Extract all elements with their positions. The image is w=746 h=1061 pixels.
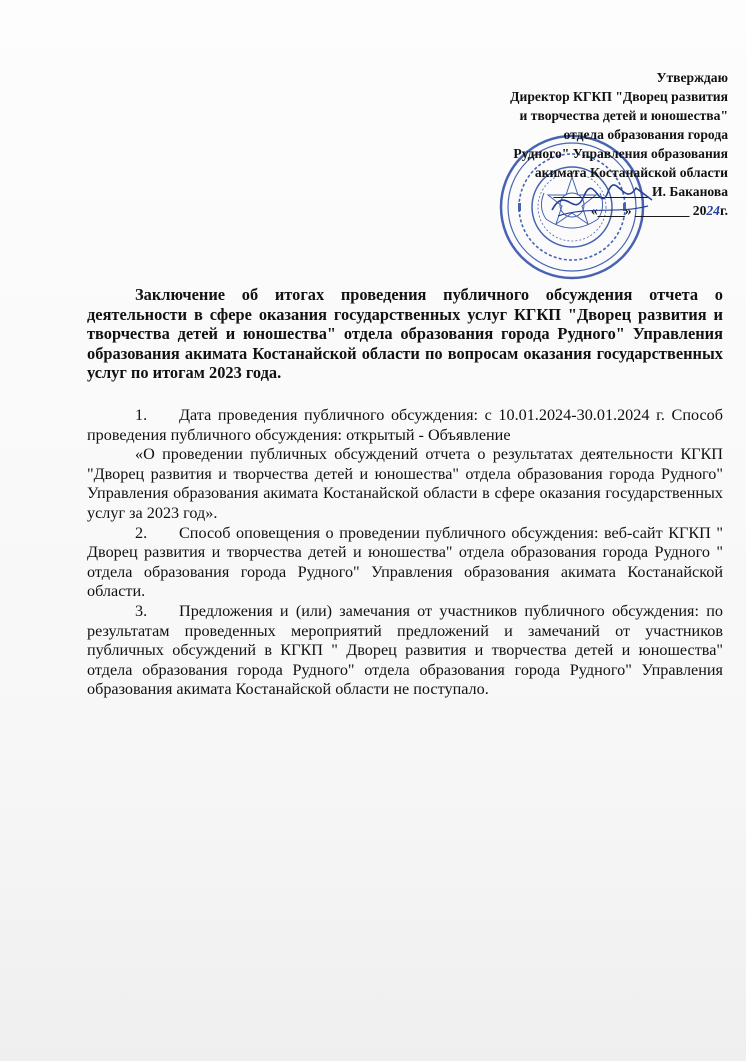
approval-line: Утверждаю: [656, 70, 728, 85]
document-title: Заключение об итогах проведения публичного обсуждения отчета о деятельности в сфере оказания государственных услуг КГКП "Дворец развития и творчества детей и юношества" отдела образования города Рудного" Управления образования акимата Костанайской области по вопросам оказания государственных услуг по итогам 2023 года.: [87, 285, 723, 383]
paragraph: [87, 602, 723, 700]
item-number: 3.: [135, 601, 148, 620]
approval-line: отдела образования города: [563, 127, 728, 142]
approval-line: акимата Костанайской области: [534, 165, 728, 180]
signature-icon: [548, 170, 658, 230]
date-blank: «____» ________ 20: [590, 203, 707, 218]
year-suffix: г.: [719, 203, 728, 218]
approval-line: и творчества детей и юношества": [519, 108, 728, 123]
signature-line: ______________ И. Баканова: [553, 184, 728, 199]
approval-line: Рудного" Управления образования: [513, 146, 728, 161]
paragraph: [87, 524, 723, 602]
document-body: [87, 406, 723, 700]
paragraph: [87, 406, 723, 445]
handwritten-year: 24: [706, 203, 720, 218]
item-number: 2.: [135, 523, 148, 542]
paragraph: [87, 445, 723, 523]
paragraph-text: Дата проведения публичного обсуждения: с 10.01.2024-30.01.2024 г. Способ проведения публичного обсуждения: открытый - Объявление: [87, 406, 723, 444]
paragraph-text: Способ оповещения о проведении публичного обсуждения: веб-сайт КГКП " Дворец развития и творчества детей и юношества" отдела образования города Рудного " отдела образования города Рудного" Управления образования акимата Костанайской области.: [87, 523, 723, 601]
paragraph-text: Предложения и (или) замечания от участников публичного обсуждения: по результатам проведенных мероприятий предложений и замечаний от участников публичных обсуждений в КГКП " Дворец развития и творчества детей и юношества" отдела образования города Рудного" отдела образования города Рудного" Управления образования акимата Костанайской области не поступало.: [87, 601, 723, 699]
paragraph-text: «О проведении публичных обсуждений отчета о результатах деятельности КГКП "Дворец развития и творчества детей и юношества" отдела образования города Рудного" Управления образования акимата Костанайской области в сфере оказания государственных услуг за 2023 год».: [87, 445, 723, 522]
item-number: 1.: [135, 406, 148, 424]
approval-line: Директор КГКП "Дворец развития: [510, 89, 728, 104]
